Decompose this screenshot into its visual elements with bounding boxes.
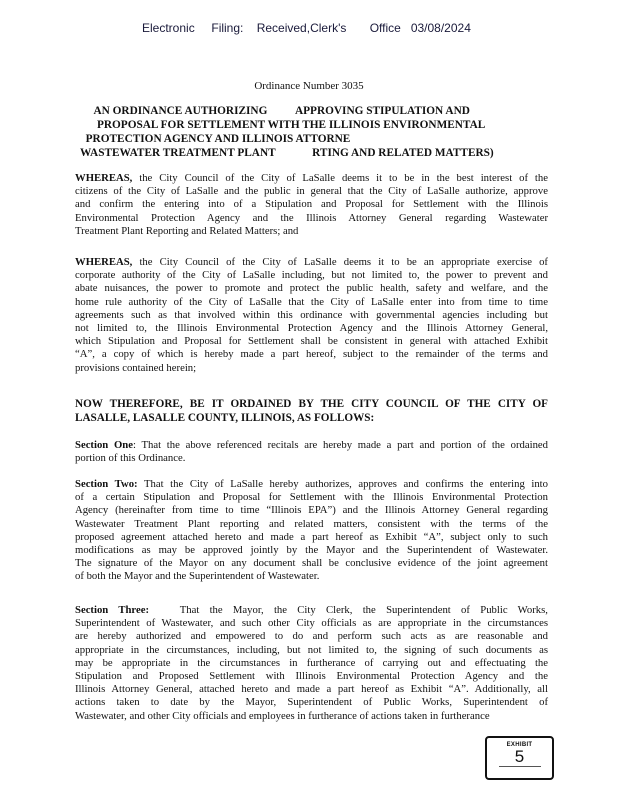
line-text: That the Mayor, the City Clerk, the Superintendent of Public Works, (149, 604, 548, 616)
text-line: which Stipulation and Proposal for Settlement shall be consistent in general with attached Exhibit (75, 335, 548, 348)
section-two (75, 478, 548, 584)
whereas-paragraph-1 (75, 172, 548, 238)
title-line: AN ORDINANCE AUTHORIZING APPROVING STIPULATION AND (80, 105, 470, 117)
line-text: That the City of LaSalle hereby authorizes, approves and confirms the entering into (137, 478, 549, 490)
text-line (75, 478, 548, 491)
text-line: Stipulation and Proposed Settlement with Illinois Environmental Protection Agency and the (75, 669, 548, 682)
title-line: PROPOSAL FOR SETTLEMENT WITH THE ILLINOIS ENVIRONMENTAL (80, 119, 486, 131)
text-line: portion of this Ordinance. (75, 452, 186, 465)
title-line: PROTECTION AGENCY AND ILLINOIS ATTORNE (80, 133, 351, 145)
whereas-paragraph-2 (75, 256, 548, 375)
text-line: modifications as may be approved jointly by the Mayor and the Superintendent of Wastewater. (75, 543, 548, 556)
text-line: NOW THEREFORE, BE IT ORDAINED BY THE CITY COUNCIL OF THE CITY OF (75, 398, 548, 410)
paragraph-lead: Section Two: (75, 478, 138, 490)
text-line (75, 604, 548, 617)
paragraph-lead: Section Three: (75, 604, 150, 616)
text-line: Agency (hereinafter from time to time “Illinois EPA”) and the Illinois Attorney General regarding (75, 504, 548, 517)
text-line: and confirm the entering into of a Stipulation and Proposal for Settlement with the Illinois (75, 198, 548, 211)
exhibit-label: EXHIBIT (506, 742, 533, 748)
text-line: “A”, a copy of which is hereby made a part hereof, subject to the remainder of the terms and (75, 348, 548, 361)
text-line (75, 439, 548, 452)
text-line: home rule authority of the City of LaSalle that the City of LaSalle enter into from time to time (75, 295, 548, 308)
text-line: provisions contained herein; (75, 361, 197, 374)
text-line: Treatment Plant Reporting and Related Matters; and (75, 224, 299, 237)
text-line (75, 172, 548, 185)
ordinance-title (80, 104, 550, 160)
line-text: the City Council of the City of LaSalle deems it to be an appropriate exercise of (132, 256, 548, 268)
text-line: Superintendent of Wastewater, and such other City officials as are appropriate in the circumstances (75, 617, 548, 630)
line-text: the City Council of the City of LaSalle deems it to be in the best interest of the (132, 172, 548, 184)
filing-stamp-header: Electronic Filing: Received,Clerk's Office 03/08/2024 (142, 21, 471, 35)
text-line: actions taken to date by the Mayor, Superintendent of Public Works, Superintendent of (75, 696, 548, 709)
text-line (75, 256, 548, 269)
exhibit-sticker (485, 736, 554, 780)
title-line: WASTEWATER TREATMENT PLANT RTING AND RELATED MATTERS) (80, 147, 494, 159)
text-line: Wastewater Treatment Plant reporting and related matters, consistent with the terms of the (75, 517, 548, 530)
text-line: proposed agreement attached hereto and made a part hereof as Exhibit “A”, subject only to such (75, 530, 548, 543)
text-line: Environmental Protection Agency and the Illinois Attorney General regarding Wastewater (75, 211, 548, 224)
text-line: not limited to, the Illinois Environmental Protection Agency and the Illinois Attorney General, (75, 321, 548, 334)
text-line: corporate authority of the City of LaSalle including, but not limited to, the power to prevent and (75, 269, 548, 282)
paragraph-lead: WHEREAS, (75, 172, 133, 184)
now-therefore-clause (75, 397, 548, 425)
paragraph-lead: Section One (75, 439, 133, 451)
text-line: are hereby authorized and empowered to do and perform such acts as are reasonable and (75, 630, 548, 643)
exhibit-number: 5 (499, 748, 541, 767)
ordinance-number: Ordinance Number 3035 (254, 80, 364, 92)
text-line: of a certain Stipulation and Proposal for Settlement with the Illinois Environmental Protection (75, 491, 548, 504)
section-three (75, 604, 548, 723)
text-line: abate nuisances, the power to promote and protect the public health, safety and welfare, and the (75, 282, 548, 295)
text-line: Wastewater, and other City officials and employees in furtherance of actions taken in furtherance (75, 709, 490, 722)
paragraph-lead: WHEREAS, (75, 256, 133, 268)
text-line: agreements such as that involved within this ordinance with governmental agencies including but (75, 308, 548, 321)
text-line: of both the Mayor and the Superintendent of Wastewater. (75, 570, 320, 583)
text-line: citizens of the City of LaSalle and the public in general that the City of LaSalle authorize, approve (75, 185, 548, 198)
text-line: appropriate in the circumstances, including, but not limited to, the signing of such documents as (75, 643, 548, 656)
text-line: Illinois Attorney General, attached hereto and made a part hereof as Exhibit “A”. Additionally, all (75, 683, 548, 696)
text-line: The signature of the Mayor on any document shall be conclusive evidence of the joint agreement (75, 557, 548, 570)
line-text: : That the above referenced recitals are hereby made a part and portion of the ordained (132, 439, 548, 451)
text-line: may be appropriate in the circumstances in furtherance of carrying out and effectuating the (75, 656, 548, 669)
section-one (75, 439, 548, 465)
text-line: LASALLE, LASALLE COUNTY, ILLINOIS, AS FOLLOWS: (75, 412, 375, 424)
